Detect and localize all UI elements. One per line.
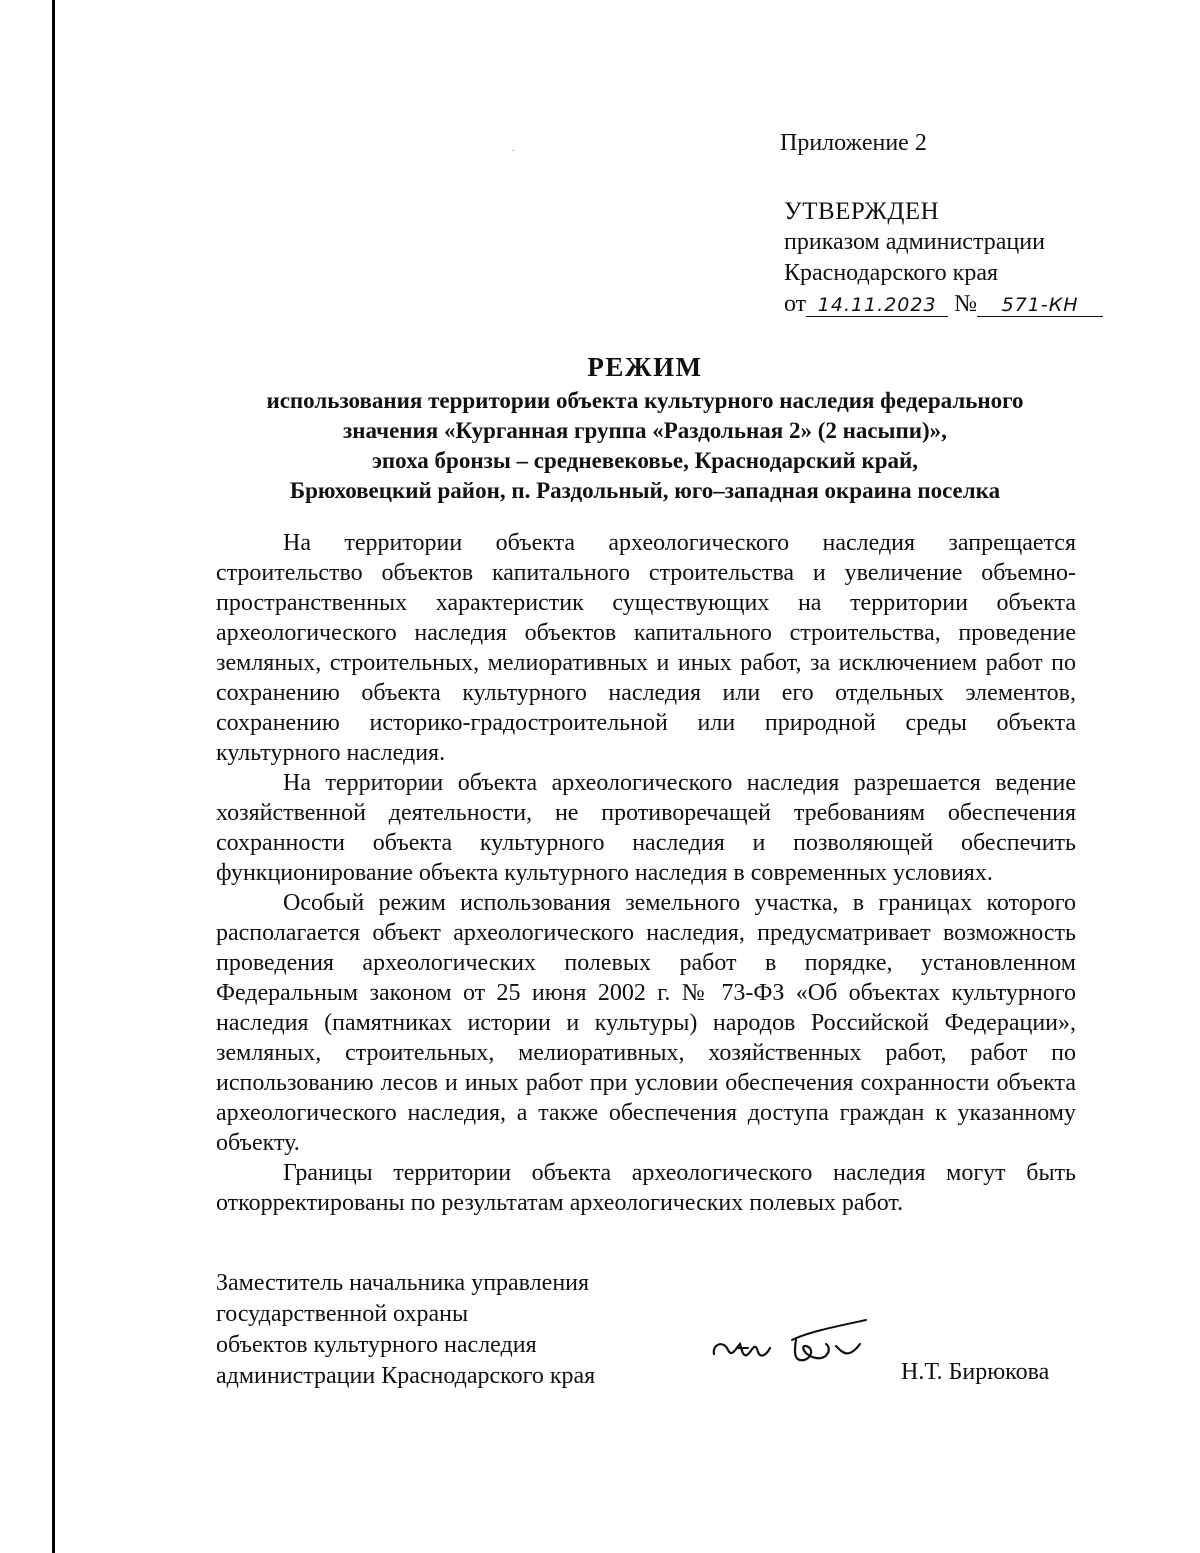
signer-position-line-1: Заместитель начальника управления bbox=[216, 1270, 590, 1296]
signer-position bbox=[216, 1268, 595, 1392]
document-title bbox=[200, 348, 1090, 506]
paragraph-special-regime: Особый режим использования земельного участка, в границах которого располагается объект археологического наследия, предусматривает возможность проведения археологических полевых работ в порядке, установленном Федеральным законом от 25 июня 2002 г. № 73-ФЗ «Об объектах культурного наследия (памятниках истории и культуры) народов Российской Федерации», земляных, строительных, мелиоративных, хозяйственных работ, работ по использованию лесов и иных работ при условии обеспечения сохранности объекта археологического наследия, а также обеспечения доступа граждан к указанному объекту. bbox=[216, 890, 1076, 1156]
title-line-4: Брюховецкий район, п. Раздольный, юго–западная окраина поселка bbox=[289, 478, 1001, 503]
approval-line-2: Краснодарского края bbox=[784, 260, 999, 286]
order-from-prefix: от bbox=[784, 291, 807, 317]
signer-position-line-2: государственной охраны bbox=[216, 1301, 469, 1327]
handwritten-signature bbox=[708, 1318, 878, 1378]
paragraph-permitted-activity: На территории объекта археологического наследия разрешается ведение хозяйственной деятельности, не противоречащей требованиям обеспечения сохранности объекта культурного наследия и позволяющей обеспечить функционирование объекта культурного наследия в современных условиях. bbox=[216, 770, 1076, 886]
signer-position-line-3: объектов культурного наследия bbox=[216, 1332, 537, 1358]
paragraph-boundaries: Границы территории объекта археологического наследия могут быть откорректированы по результатам археологических полевых работ. bbox=[216, 1160, 1076, 1216]
title-main: РЕЖИМ bbox=[587, 352, 703, 382]
approval-heading: УТВЕРЖДЕН bbox=[784, 198, 940, 225]
page-left-border bbox=[52, 0, 55, 1553]
signer-position-line-4: администрации Краснодарского края bbox=[216, 1363, 596, 1389]
title-line-2: значения «Курганная группа «Раздольная 2» (2 насыпи)», bbox=[343, 418, 947, 443]
approval-stamp-block bbox=[784, 196, 1103, 320]
paragraph-prohibitions: На территории объекта археологического наследия запрещается строительство объектов капитального строительства и увеличение объемно-пространственных характеристик существующих на территории объекта археологического наследия объектов капитального строительства, проведение земляных, строительных, мелиоративных и иных работ, за исключением работ по сохранению объекта культурного наследия или его отдельных элементов, сохранению историко-градостроительной или природной среды объекта культурного наследия. bbox=[216, 530, 1076, 766]
scan-artifact bbox=[512, 150, 514, 151]
order-number-sign: № bbox=[954, 291, 978, 317]
order-date-handwritten: 14.11.2023 bbox=[806, 294, 948, 317]
title-line-3: эпоха бронзы – средневековье, Краснодарский край, bbox=[371, 448, 919, 473]
appendix-label: Приложение 2 bbox=[780, 130, 927, 156]
document-body bbox=[216, 528, 1076, 1218]
signer-name: Н.Т. Бирюкова bbox=[901, 1359, 1050, 1385]
title-line-1: использования территории объекта культурного наследия федерального bbox=[266, 388, 1024, 413]
approval-line-1: приказом администрации bbox=[784, 229, 1045, 255]
order-reference bbox=[784, 289, 1103, 320]
order-number-handwritten: 571-КН bbox=[977, 294, 1103, 317]
